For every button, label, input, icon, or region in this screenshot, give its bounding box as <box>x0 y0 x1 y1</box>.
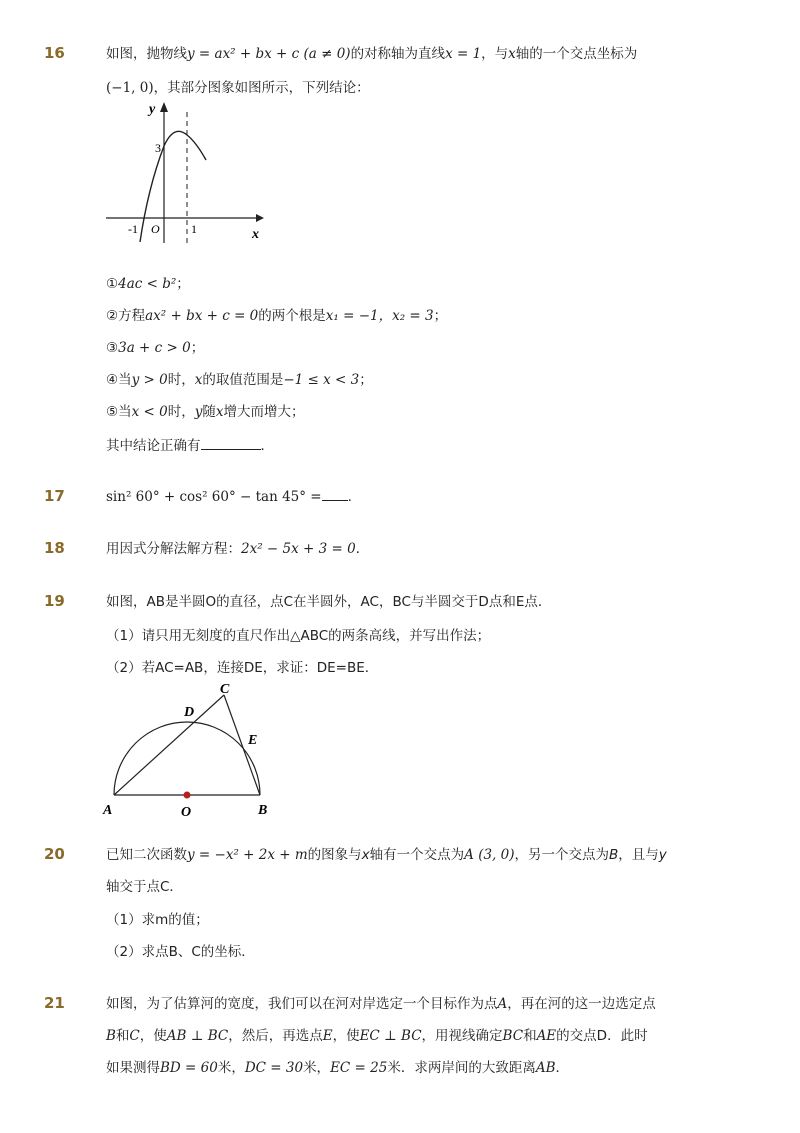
c2-label: ②方程 <box>106 308 146 324</box>
label-D: D <box>184 705 195 720</box>
q21-l2f: 和 <box>523 1028 537 1044</box>
q21-l3a: 如果测得 <box>106 1060 160 1076</box>
c5-cond: x < 0 <box>131 404 168 420</box>
c4-x: x <box>194 372 203 388</box>
q16-conclusion-1 <box>106 274 190 294</box>
label-B: B <box>258 803 268 818</box>
x-axis-arrow <box>256 214 264 222</box>
q16-ask: 其中结论正确有 <box>106 438 201 454</box>
q20-c: 轴有一个交点为 <box>369 847 465 863</box>
q21-point-E: E <box>322 1028 333 1044</box>
q18-equation: 2x² − 5x + 3 = 0 <box>241 541 356 557</box>
q16-conclusion-5 <box>106 402 304 422</box>
question-number-16: 16 <box>44 44 65 62</box>
y-axis-arrow <box>160 102 168 112</box>
q16-text-a: 如图，抛物线 <box>106 46 187 62</box>
c3-math: 3a + c > 0 <box>118 340 191 356</box>
q21-line2 <box>106 1026 648 1046</box>
q21-perp-1: AB ⊥ BC <box>166 1028 229 1044</box>
q19-part1: （1）请只用无刻度的直尺作出△ABC的两条高线，并写出作法； <box>106 628 491 644</box>
c1-label: ① <box>106 276 119 292</box>
q18-text: 用因式分解法解方程： <box>106 541 241 557</box>
graph-y-label: y <box>149 102 156 117</box>
q21-EC: EC = 25 <box>330 1060 388 1076</box>
c4-label: ④当 <box>106 372 132 388</box>
q21-point-A: A <box>497 996 508 1012</box>
q20-line2: 轴交于点C． <box>106 879 183 895</box>
q20-equation: y = −x² + 2x + m <box>187 847 308 863</box>
q16-point: (−1, 0) <box>106 80 154 96</box>
q21-l3e: ． <box>555 1060 569 1076</box>
q17-answer-blank[interactable] <box>322 488 348 501</box>
c5-end: 增大而增大； <box>223 404 305 420</box>
q20-b: 的图象与 <box>307 847 362 863</box>
q20-d: ，另一个交点为 <box>514 847 609 863</box>
q16-answer-blank[interactable] <box>201 437 261 450</box>
q21-l3c: 米， <box>303 1060 331 1076</box>
q16-text-b: 的对称轴为直线 <box>350 46 446 62</box>
graph-tick-neg1: -1 <box>128 222 138 236</box>
q21-l2c: ，然后，再选点 <box>228 1028 323 1044</box>
question-number-21: 21 <box>44 994 65 1012</box>
q21-l2a: 和 <box>115 1028 130 1044</box>
question-number-18: 18 <box>44 539 65 557</box>
q16-conclusion-4 <box>106 370 373 390</box>
q21-DC: DC = 30 <box>244 1060 304 1076</box>
q16-conclusion-3 <box>106 338 204 358</box>
label-C: C <box>220 682 230 697</box>
c4-cond: y > 0 <box>131 372 168 388</box>
q16-text-e: ，其部分图象如图所示，下列结论： <box>153 80 370 96</box>
q21-l3b: 米， <box>217 1060 245 1076</box>
c5-y: y <box>194 404 203 420</box>
c5-label: ⑤当 <box>106 404 132 420</box>
q20-y: y <box>658 847 667 863</box>
q16-text-c: ，与 <box>481 46 509 62</box>
q21-BD: BD = 60 <box>160 1060 218 1076</box>
q21-l2b: ，使 <box>139 1028 167 1044</box>
c2-end: ； <box>433 308 448 324</box>
c5-mid: 时， <box>167 404 195 420</box>
q19-semicircle-figure <box>100 678 280 823</box>
q16-equation: y = ax² + bx + c (a ≠ 0) <box>187 46 351 62</box>
label-O: O <box>181 805 192 820</box>
c2-mid: 的两个根是 <box>258 308 326 324</box>
q17-expression: sin² 60° + cos² 60° − tan 45° = <box>106 489 322 505</box>
q21-l2e: ，用视线确定 <box>421 1028 503 1044</box>
c4-mid: 时， <box>167 372 195 388</box>
q21-point-C: C <box>129 1028 140 1044</box>
segment-AC <box>114 695 224 795</box>
graph-tick-1: 1 <box>191 222 197 236</box>
q20-part1: （1）求m的值； <box>106 912 209 928</box>
q20-line1 <box>106 845 667 865</box>
label-A: A <box>103 803 113 818</box>
q21-l2g: 的交点D．此时 <box>556 1028 648 1044</box>
q16-x-var: x <box>508 46 516 62</box>
q21-point-B: B <box>106 1028 116 1044</box>
q17-end: . <box>347 489 352 505</box>
q21-l1b: ，再在河的这一边选定点 <box>507 996 656 1012</box>
q16-stem-line2 <box>106 78 370 98</box>
q16-question <box>106 436 274 456</box>
c5-mid2: 随 <box>202 404 216 420</box>
c2-math: ax² + bx + c = 0 <box>145 308 259 324</box>
graph-origin-label: O <box>151 222 160 236</box>
graph-tick-3: 3 <box>155 141 161 155</box>
q20-a: 已知二次函数 <box>106 847 187 863</box>
c1-math: 4ac < b² <box>118 276 177 292</box>
q21-l1a: 如图，为了估算河的宽度，我们可以在河对岸选定一个目标作为点 <box>106 996 498 1012</box>
q16-conclusion-2 <box>106 306 447 326</box>
c2-roots: x₁ = −1，x₂ = 3 <box>325 308 434 324</box>
q16-text-d: 轴的一个交点坐标为 <box>515 46 638 62</box>
q18-line <box>106 539 369 559</box>
c5-x: x <box>215 404 224 420</box>
q16-parabola-graph <box>100 98 270 248</box>
q21-l3d: 米．求两岸间的大致距离 <box>387 1060 536 1076</box>
center-point-O <box>184 792 191 799</box>
q21-seg-BC: BC <box>502 1028 524 1044</box>
c3-label: ③ <box>106 340 119 356</box>
label-E: E <box>248 733 258 748</box>
question-number-20: 20 <box>44 845 65 863</box>
c4-mid2: 的取值范围是 <box>202 372 284 388</box>
q19-part2: （2）若AC=AB，连接DE，求证：DE=BE． <box>106 660 379 676</box>
q16-axis: x = 1 <box>445 46 482 62</box>
c1-end: ； <box>176 276 190 292</box>
q16-stem-line1 <box>106 44 637 64</box>
question-number-19: 19 <box>44 592 65 610</box>
graph-x-label: x <box>252 227 259 242</box>
q21-AB: AB <box>535 1060 556 1076</box>
q20-part2: （2）求点B、C的坐标． <box>106 944 255 960</box>
q20-e: ，且与 <box>618 847 659 863</box>
q21-line3 <box>106 1058 569 1078</box>
q17-line <box>106 487 352 507</box>
q16-ask-end: ． <box>260 438 274 454</box>
c4-range: −1 ≤ x < 3 <box>283 372 360 388</box>
c4-end: ； <box>359 372 373 388</box>
q21-l2d: ，使 <box>332 1028 360 1044</box>
q20-B: B <box>609 847 619 863</box>
q21-perp-2: EC ⊥ BC <box>359 1028 422 1044</box>
q19-line1: 如图，AB是半圆O的直径，点C在半圆外，AC，BC与半圆交于D点和E点． <box>106 594 552 610</box>
q20-x: x <box>361 847 370 863</box>
q18-end: ． <box>355 541 370 557</box>
q21-line1 <box>106 994 656 1014</box>
q21-seg-AE: AE <box>536 1028 557 1044</box>
c3-end: ； <box>190 340 205 356</box>
question-number-17: 17 <box>44 487 65 505</box>
q20-point-A: A (3, 0) <box>464 847 515 863</box>
